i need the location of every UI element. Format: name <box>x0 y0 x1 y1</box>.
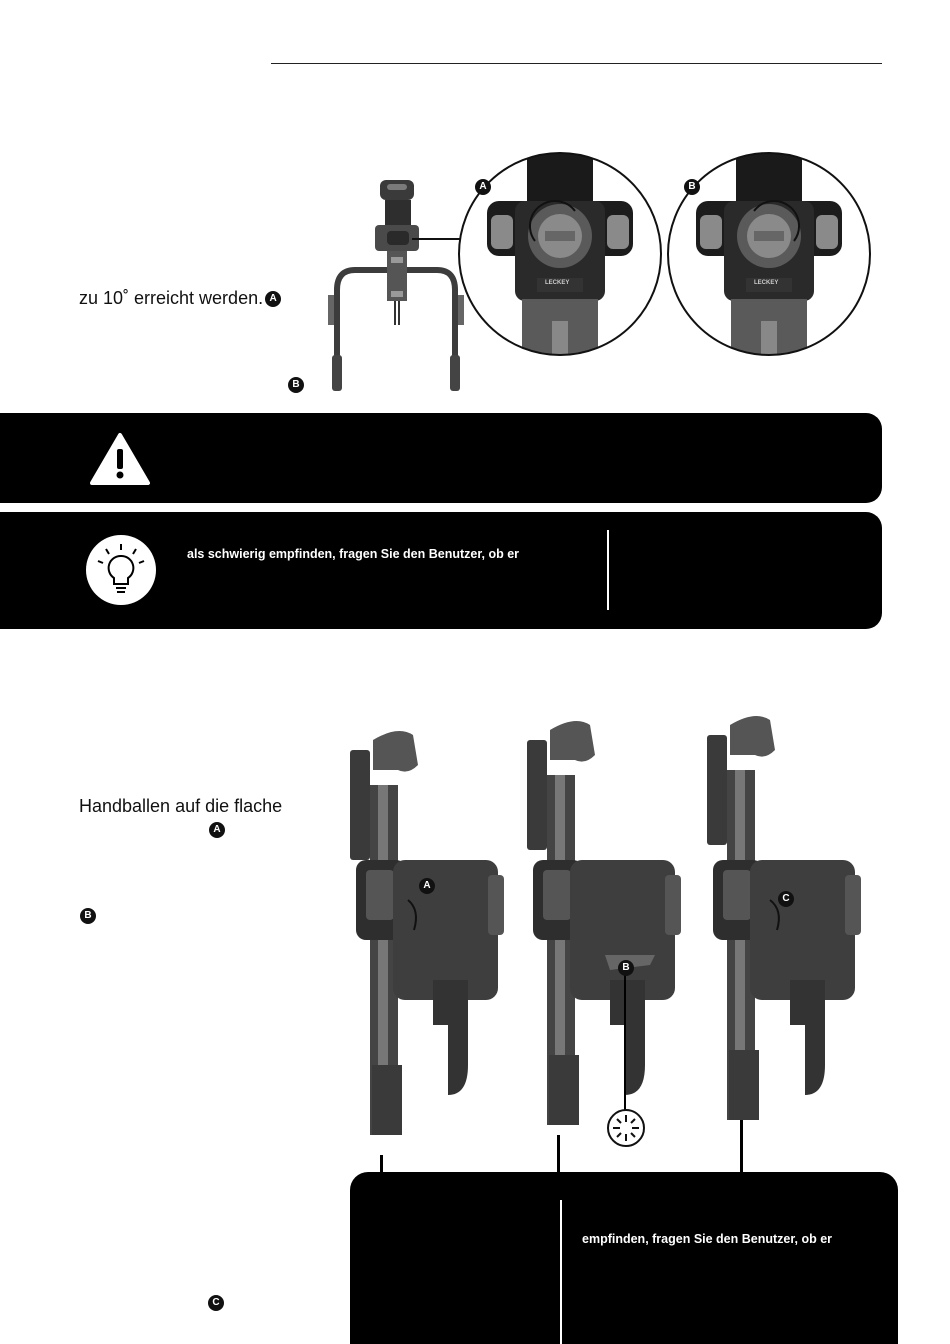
top-text-label: zu 10˚ erreicht werden. <box>79 288 264 308</box>
lower-badge-b: B <box>80 908 96 924</box>
header-rule <box>271 63 882 64</box>
device-figure-3-label-wrap <box>778 890 794 908</box>
tip-text: als schwierig empfinden, fragen Sie den Benutzer, ob er <box>187 547 520 561</box>
detail-badge-b: B <box>684 179 700 195</box>
device-figure-1-label: A <box>419 878 435 894</box>
lower-badge-a-wrap <box>209 821 225 839</box>
detail-badge-a: A <box>475 179 491 195</box>
lower-badge-a: A <box>209 822 225 838</box>
device-figure-2-label-wrap <box>618 959 634 977</box>
lower-text-line: Handballen auf die flache <box>79 796 283 816</box>
bottom-panel <box>350 1172 898 1344</box>
detail-label-b-wrap <box>684 178 700 196</box>
detail-brand-a: LECKEY <box>545 280 570 286</box>
badge-b: B <box>288 377 304 393</box>
top-text-line <box>79 288 281 309</box>
bottom-divider <box>560 1200 562 1344</box>
lower-badge-c: C <box>208 1295 224 1311</box>
lightbulb-icon <box>86 534 156 606</box>
device-figure-2 <box>525 715 705 1175</box>
device-figure-1 <box>348 725 528 1175</box>
device-figure-3 <box>705 710 885 1175</box>
device-figure-2-label: B <box>618 960 634 976</box>
tip-divider <box>607 530 609 610</box>
detail-brand-b: LECKEY <box>754 280 779 286</box>
lower-badge-c-wrap <box>208 1294 224 1312</box>
handlebar-illustration <box>325 175 465 395</box>
device-figure-3-label: C <box>778 891 794 907</box>
bottom-text: empfinden, fragen Sie den Benutzer, ob er <box>582 1232 833 1246</box>
tip-panel <box>0 512 882 629</box>
warning-panel <box>0 413 882 503</box>
callout-line <box>412 238 460 240</box>
device-figure-1-label-wrap <box>419 877 435 895</box>
warning-triangle-icon <box>88 431 152 487</box>
top-badge-b-wrap <box>288 376 304 394</box>
click-sound-icon <box>606 1108 646 1148</box>
badge-a: A <box>265 291 281 307</box>
lower-badge-b-wrap <box>80 907 96 925</box>
detail-label-a-wrap <box>475 178 491 196</box>
